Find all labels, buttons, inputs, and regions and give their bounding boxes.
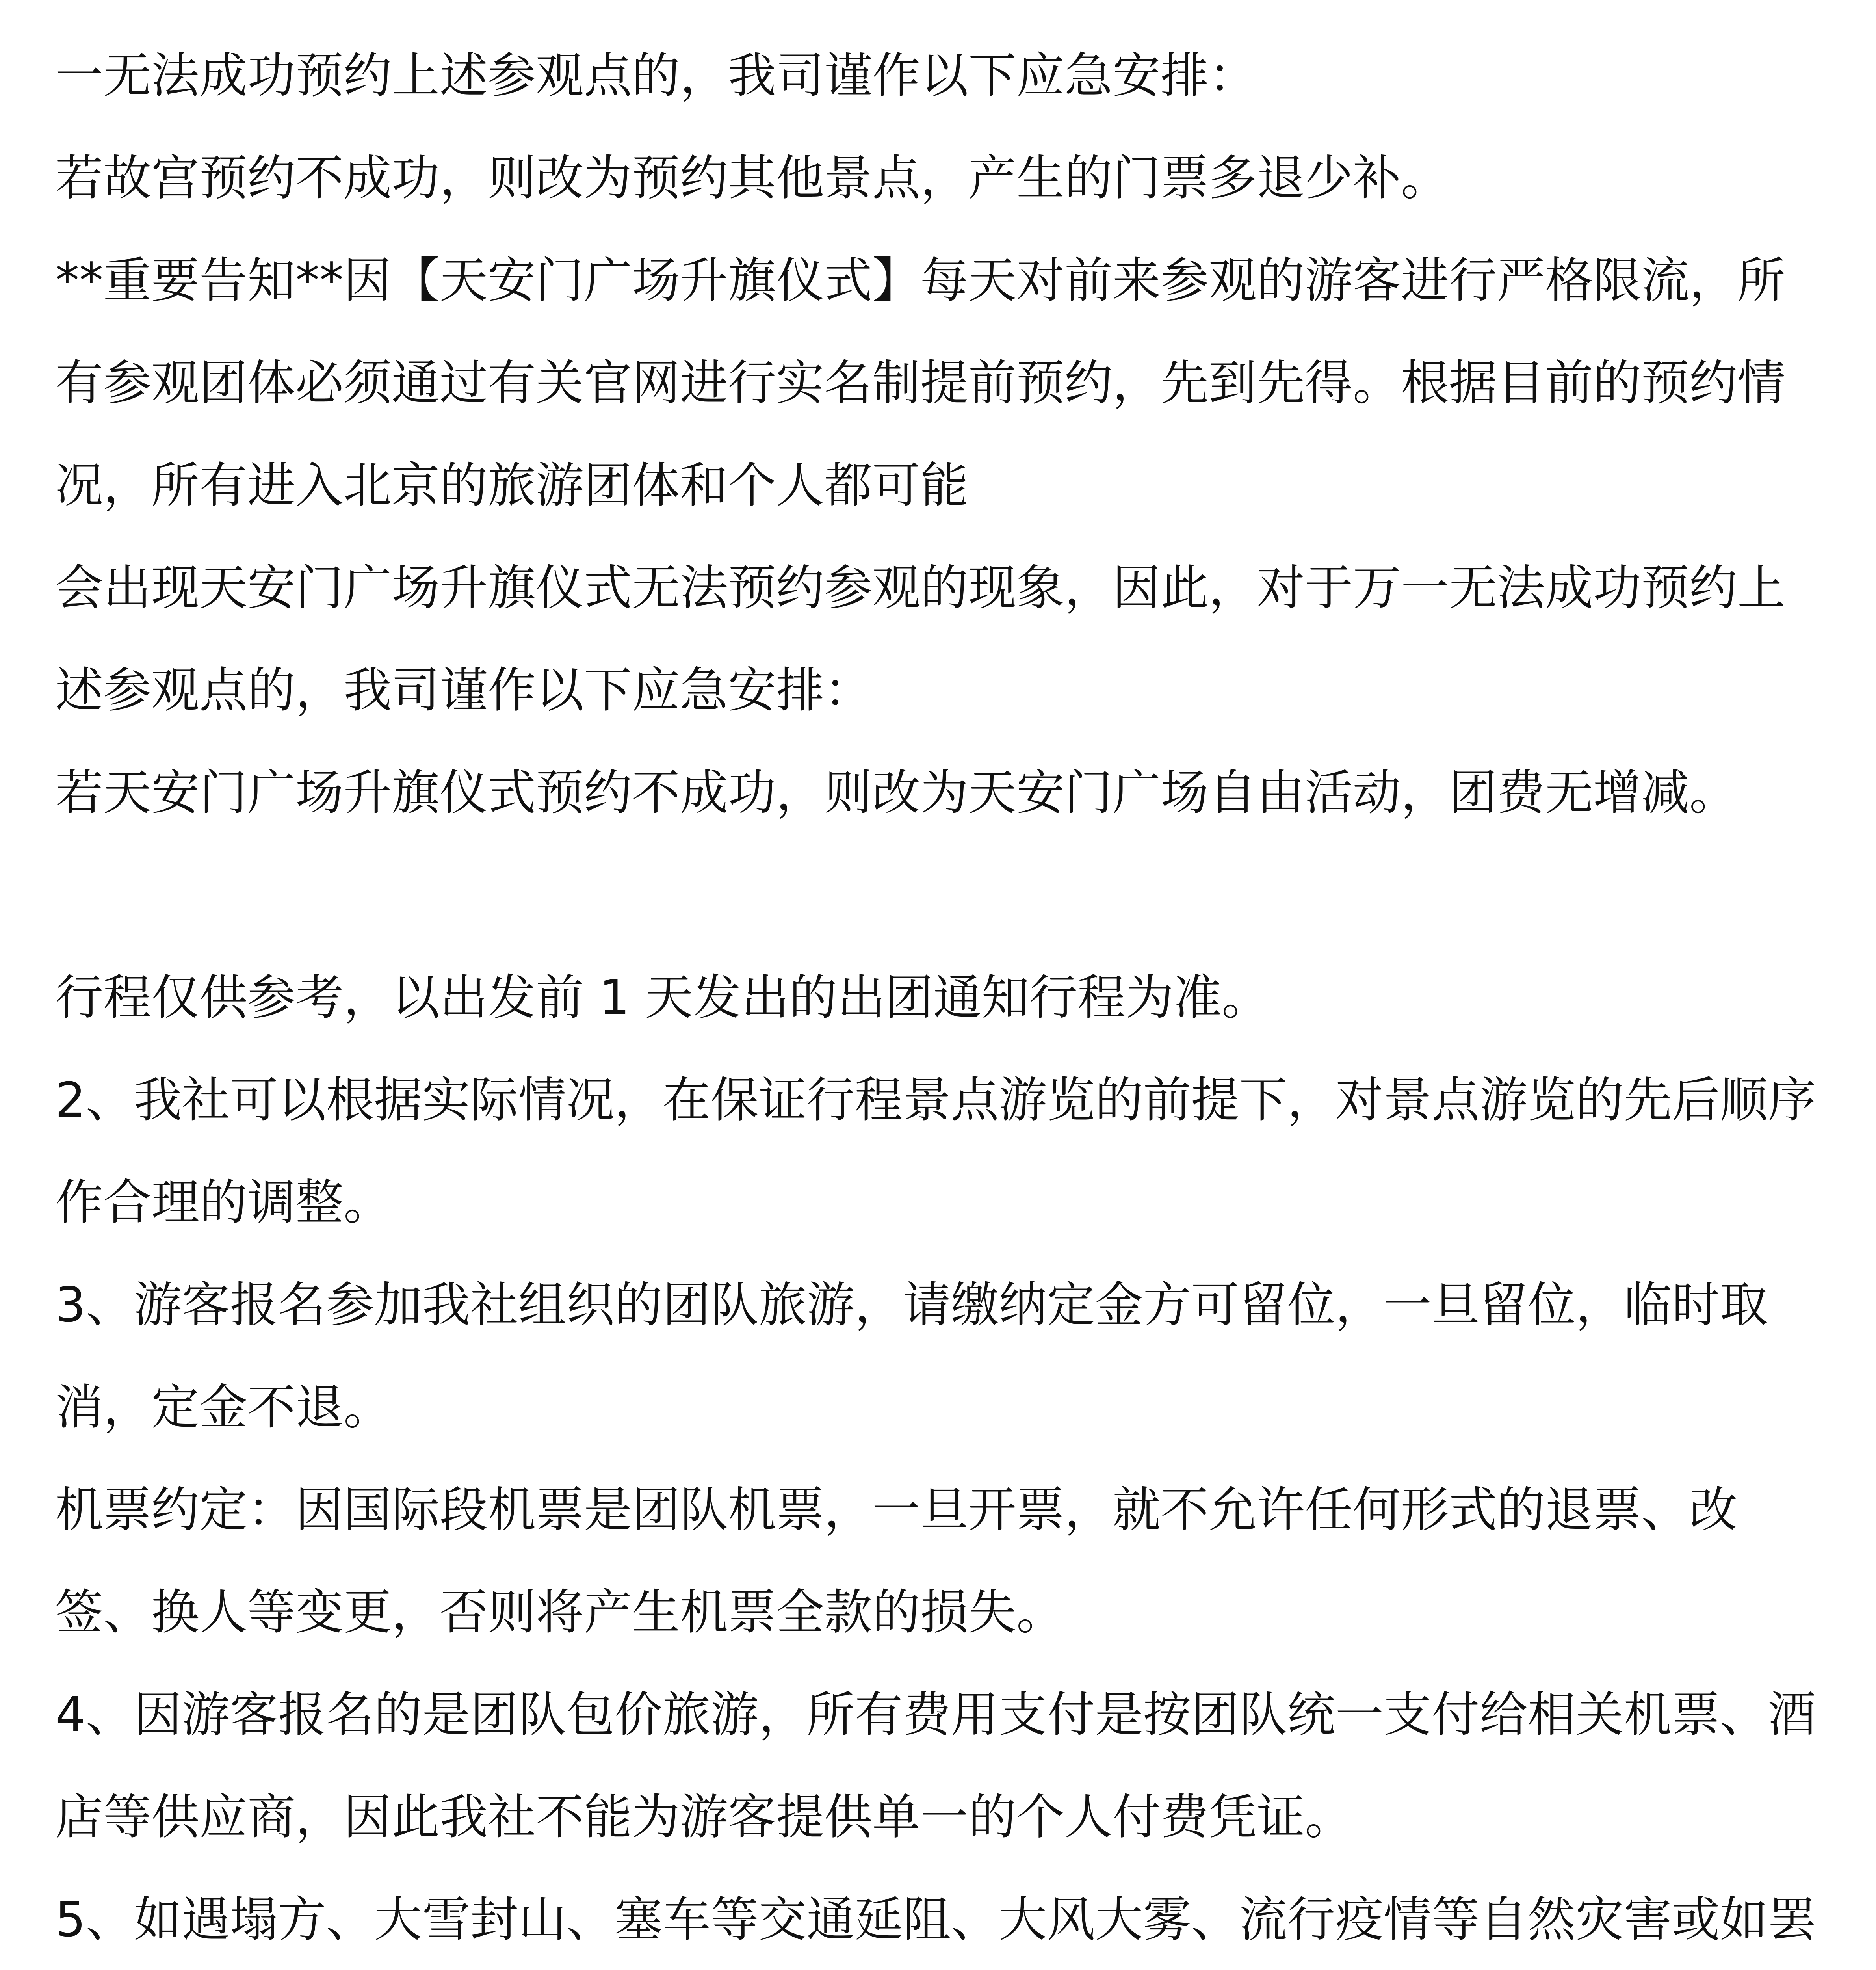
paragraph-palace-museum-fallback: 若故宫预约不成功，则改为预约其他景点，产生的门票多退少补。	[55, 150, 1449, 206]
paragraph-flag-raising-notice: **重要告知**因【天安门广场升旗仪式】每天对前来参观的游客进行严格限流，所有参观团体必须通过有关官网进行实名制提前预约，先到先得。根据目前的预约情况，所有进入北京的旅游团体和个人都可能	[55, 253, 1785, 513]
blank-line	[55, 844, 1821, 946]
paragraph-item-2-order-adjustment: 2、我社可以根据实际情况，在保证行程景点游览的前提下，对景点游览的先后顺序作合理的调整。	[55, 1072, 1816, 1230]
paragraph-flag-raising-risk: 会出现天安门广场升旗仪式无法预约参观的现象，因此，对于万一无法成功预约上述参观点的，我司谨作以下应急安排：	[55, 560, 1785, 718]
paragraph-emergency-arrangement-intro: 一无法成功预约上述参观点的，我司谨作以下应急安排：	[55, 48, 1257, 104]
paragraph-item-5-force-majeure: 5、如遇塌方、大雪封山、塞车等交通延阻、大风大雾、流行疫情等自然灾害或如罢	[55, 1892, 1816, 1948]
paragraph-item-3-deposit: 3、游客报名参加我社组织的团队旅游，请缴纳定金方可留位，一旦留位，临时取消，定金不退。	[55, 1277, 1768, 1435]
paragraph-air-ticket-terms: 机票约定：因国际段机票是团队机票，一旦开票，就不允许任何形式的退票、改签、换人等变更，否则将产生机票全款的损失。	[55, 1482, 1737, 1640]
paragraph-itinerary-reference: 行程仅供参考，以出发前 1 天发出的出团通知行程为准。	[55, 970, 1270, 1026]
paragraph-item-4-payment-voucher: 4、因游客报名的是团队包价旅游，所有费用支付是按团队统一支付给相关机票、酒店等供应商，因此我社不能为游客提供单一的个人付费凭证。	[55, 1687, 1816, 1845]
paragraph-flag-raising-fallback: 若天安门广场升旗仪式预约不成功，则改为天安门广场自由活动，团费无增减。	[55, 765, 1737, 821]
